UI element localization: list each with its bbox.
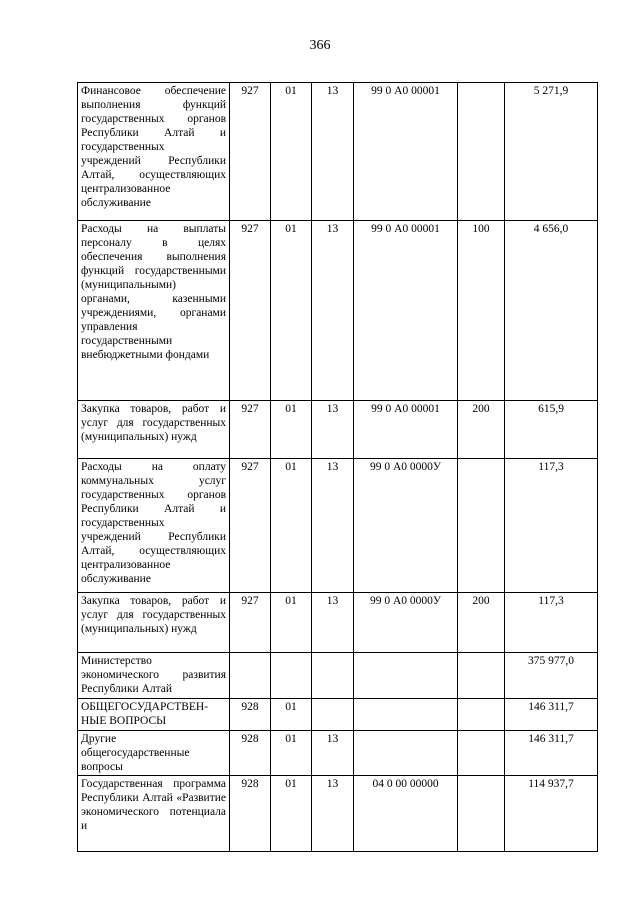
row-amount: 117,3 [505,593,598,653]
row-name: Государственная программа Республики Алтай «Развитие экономического потенциала и [78,776,230,852]
row-expense [458,731,505,776]
row-subsection: 13 [312,83,354,221]
row-subsection: 13 [312,731,354,776]
table-row [78,776,598,852]
row-program: 99 0 А0 00001 [354,83,458,221]
row-subsection: 13 [312,221,354,401]
row-code: 927 [230,83,271,221]
row-code: 927 [230,401,271,459]
row-expense [458,776,505,852]
table-row [78,653,598,699]
row-expense: 200 [458,593,505,653]
row-section: 01 [271,83,312,221]
row-amount: 114 937,7 [505,776,598,852]
row-expense [458,83,505,221]
row-section [271,653,312,699]
row-subsection: 13 [312,593,354,653]
row-amount: 4 656,0 [505,221,598,401]
row-section: 01 [271,401,312,459]
table-row [78,731,598,776]
table-row [78,699,598,731]
row-section: 01 [271,731,312,776]
row-name: Закупка товаров, работ и услуг для государственных (муниципальных) нужд [78,593,230,653]
row-program: 99 0 А0 0000У [354,593,458,653]
row-code: 927 [230,459,271,593]
row-code: 928 [230,776,271,852]
table-row [78,83,598,221]
row-name: Расходы на оплату коммунальных услуг государственных органов Республики Алтай и государственных учреждений Республики Алтай, осуществляющих централизованное обслуживание [78,459,230,593]
row-subsection: 13 [312,401,354,459]
row-amount: 117,3 [505,459,598,593]
row-subsection: 13 [312,459,354,593]
row-name: Финансовое обеспечение выполнения функций государственных органов Республики Алтай и государственных учреждений Республики Алтай, осуществляющих централизованное обслуживание [78,83,230,221]
row-subsection [312,653,354,699]
row-expense [458,653,505,699]
row-amount: 146 311,7 [505,731,598,776]
row-program: 99 0 А0 00001 [354,221,458,401]
row-amount: 375 977,0 [505,653,598,699]
budget-table [77,82,598,852]
row-program [354,699,458,731]
row-program [354,653,458,699]
row-amount: 615,9 [505,401,598,459]
row-name: Министерство экономического развития Республики Алтай [78,653,230,699]
row-amount: 146 311,7 [505,699,598,731]
row-program [354,731,458,776]
row-section: 01 [271,593,312,653]
table-row [78,401,598,459]
row-code: 928 [230,699,271,731]
row-name: Закупка товаров, работ и услуг для государственных (муниципальных) нужд [78,401,230,459]
row-code: 927 [230,221,271,401]
table-row [78,593,598,653]
row-name: Расходы на выплаты персоналу в целях обеспечения выполнения функций государственными (муниципальными) органами, казенными учреждениями, органами управления государственными внебюджетными фондами [78,221,230,401]
row-code: 928 [230,731,271,776]
row-subsection: 13 [312,776,354,852]
row-program: 99 0 А0 0000У [354,459,458,593]
table-row [78,459,598,593]
row-expense [458,699,505,731]
row-name: Другие общегосударственные вопросы [78,731,230,776]
row-expense: 200 [458,401,505,459]
page-number: 366 [309,38,331,53]
row-section: 01 [271,221,312,401]
row-code: 927 [230,593,271,653]
row-section: 01 [271,459,312,593]
row-expense [458,459,505,593]
row-section: 01 [271,776,312,852]
row-expense: 100 [458,221,505,401]
row-section: 01 [271,699,312,731]
row-subsection [312,699,354,731]
row-amount: 5 271,9 [505,83,598,221]
row-name: ОБЩЕГОСУДАРСТВЕН-НЫЕ ВОПРОСЫ [78,699,230,731]
row-program: 04 0 00 00000 [354,776,458,852]
table-row [78,221,598,401]
row-program: 99 0 А0 00001 [354,401,458,459]
row-code [230,653,271,699]
